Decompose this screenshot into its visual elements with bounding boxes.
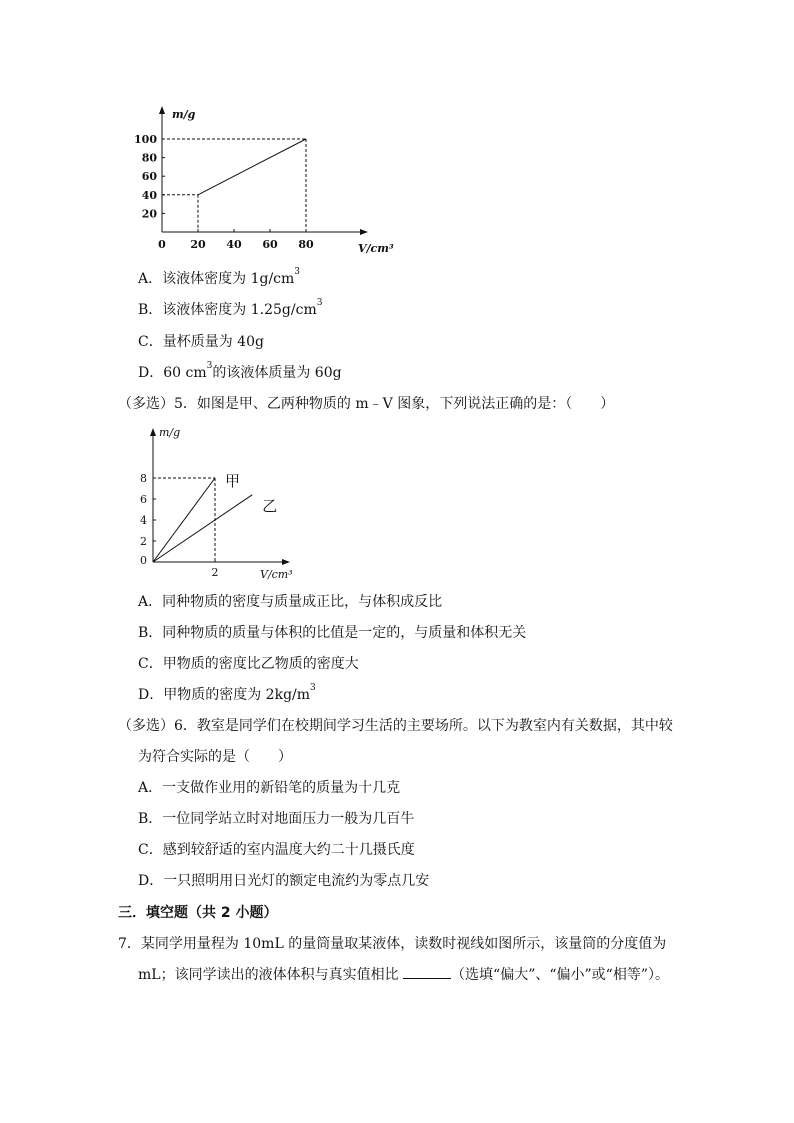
q6-option-b: B．一位同学站立时对地面压力一般为几百牛 [138, 811, 415, 827]
mass-volume-chart-1 [130, 100, 400, 260]
q6-stem-line1: （多选）6．教室是同学们在校期间学习生活的主要场所。以下为教室内有关数据，其中较 [118, 718, 673, 734]
q5-option-b: B．同种物质的质量与体积的比值是一定的，与质量和体积无关 [138, 625, 527, 641]
y-tick-label: 4 [140, 514, 147, 527]
mass-volume-chart-2 [130, 420, 310, 585]
y-axis-label: m/g [159, 426, 181, 439]
q7-line1: 7．某同学用量程为 10mL 的量筒量取某液体，读数时视线如图所示，该量筒的分度值为 [118, 936, 667, 952]
series-label-1: 甲 [225, 472, 241, 490]
x-tick-label: 60 [262, 238, 278, 251]
x-tick-label: 80 [298, 238, 314, 251]
x-tick-label: 0 [158, 238, 166, 251]
series-label-2: 乙 [262, 496, 278, 515]
q6-option-d: D．一只照明用日光灯的额定电流约为零点几安 [138, 873, 430, 889]
chart1-marks [162, 139, 306, 232]
q5-stem: （多选）5．如图是甲、乙两种物质的 m﹣V 图象，下列说法正确的是：（ ） [118, 396, 615, 412]
y-tick-label: 80 [141, 151, 157, 165]
x-axis-label: V/cm³ [358, 242, 394, 255]
y-tick-label: 6 [140, 493, 147, 506]
x-tick-label: 40 [226, 238, 242, 251]
y-axis-arrow [159, 106, 165, 114]
y-tick-label: 8 [140, 472, 147, 485]
q7-line2 [138, 966, 669, 984]
series-line-1 [153, 478, 215, 562]
x-axis-label: V/cm³ [260, 568, 293, 581]
section-heading: 三．填空题（共 2 小题） [118, 905, 278, 921]
q4-option-a: A．该液体密度为 $1g/cm^3$ [138, 267, 301, 287]
q5-option-d: D．甲物质的密度为 $2kg/m^3$ [138, 683, 316, 703]
y-tick-label: 40 [141, 188, 157, 202]
x-tick-label: 2 [211, 566, 219, 579]
q4-option-d: D．60 $cm^3$的该液体质量为 60g [138, 361, 342, 381]
x-axis-arrow [282, 559, 290, 565]
q6-stem-line2: 为符合实际的是（ ） [138, 749, 292, 765]
x-tick-label: 20 [190, 238, 206, 251]
q7-answer-blank [403, 966, 451, 979]
q6-option-a: A．一支做作业用的新铅笔的质量为十几克 [138, 780, 401, 796]
y-tick-label: 60 [141, 170, 157, 184]
y-tick-label: 2 [140, 535, 147, 548]
chart2-marks [153, 472, 277, 562]
y-tick-label: 100 [134, 133, 157, 146]
q5-option-c: C．甲物质的密度比乙物质的密度大 [138, 656, 359, 672]
q7-line2-text-a: mL；该同学读出的液体体积与真实值相比 [138, 967, 404, 983]
q5-option-a: A．同种物质的密度与质量成正比，与体积成反比 [138, 594, 443, 610]
q6-option-c: C．感到较舒适的室内温度大约二十几摄氏度 [138, 842, 415, 858]
y-tick-label: 20 [141, 207, 157, 221]
y-axis-arrow [150, 428, 156, 436]
y-axis-label: m/g [172, 108, 196, 121]
chart1-axes [134, 106, 394, 255]
series-line [198, 139, 306, 195]
q7-line2-text-b: （选填“偏大”、“偏小”或“相等”）。 [451, 967, 669, 983]
x-axis-arrow [360, 229, 368, 235]
series-line-2 [153, 495, 252, 562]
q4-option-c: C．量杯质量为 40g [138, 334, 264, 350]
q4-option-b: B．该液体密度为 $1.25g/cm^3$ [138, 298, 323, 318]
y-tick-label: 0 [140, 554, 147, 567]
